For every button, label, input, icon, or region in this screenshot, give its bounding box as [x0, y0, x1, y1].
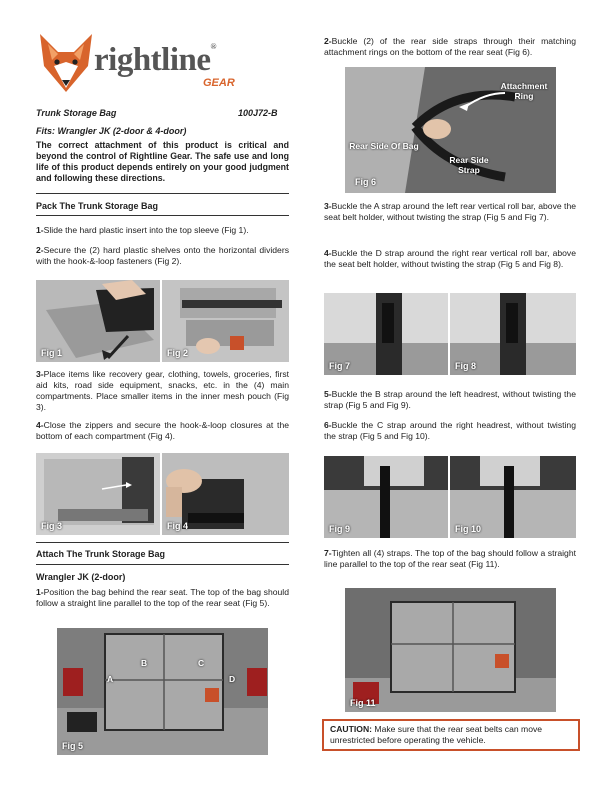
- fig-7-caption: Fig 7: [329, 361, 351, 371]
- attach-step-7: 7-Tighten all (4) straps. The top of the bag should follow a straight line parallel to the top of the rear seat (Fig 11).: [324, 548, 576, 569]
- rule-2: [36, 215, 289, 216]
- fig-11-photo: [345, 588, 556, 712]
- warning-text: The correct attachment of this product is critical and beyond the control of Rightline Gear. The safe use and long life of this product depends entirely on your good judgment and following these directions.: [36, 140, 289, 183]
- rule-1: [36, 193, 289, 194]
- fig-5-photo: [57, 628, 268, 755]
- pack-step-4: 4-Close the zippers and secure the hook-&-loop closures at the bottom of each compartment (Fig 4).: [36, 420, 289, 441]
- fig-2-caption: Fig 2: [167, 348, 189, 358]
- attach-step-4: 4-Buckle the D strap around the right rear vertical roll bar, above the seat belt holder, without twisting the strap (Fig 5 and Fig 8).: [324, 248, 576, 269]
- rule-3: [36, 542, 289, 543]
- fig-3-photo: [36, 453, 160, 535]
- fig-6-photo: [345, 67, 556, 193]
- caution-label: CAUTION:: [330, 724, 373, 734]
- attach-step-3: 3-Buckle the A strap around the left rear vertical roll bar, above the seat belt holder, without twisting the strap (Fig 5 and Fig 7).: [324, 201, 576, 222]
- caution-box: [322, 719, 580, 751]
- fig-10-photo: [450, 456, 576, 538]
- fig-2-photo: [162, 280, 289, 362]
- brand-sub: GEAR: [203, 77, 235, 89]
- brand-logo: [36, 30, 246, 96]
- fig-5-label-a: A: [107, 674, 114, 684]
- brand-name: rightline®: [94, 42, 216, 78]
- fig-5-label-d: D: [229, 674, 236, 684]
- attach-heading: Attach The Trunk Storage Bag: [36, 549, 166, 559]
- attach-step-1: 1-Position the bag behind the rear seat. The top of the bag should follow a straight line parallel to the top of the rear seat (Fig 5).: [36, 587, 289, 608]
- fig-6-label-rear: Rear Side Of Bag: [349, 141, 419, 151]
- fig-4-photo: [162, 453, 289, 535]
- fits-line: Fits: Wrangler JK (2-door & 4-door): [36, 126, 187, 136]
- fig-3-caption: Fig 3: [41, 521, 63, 531]
- pack-step-2: 2-Secure the (2) hard plastic shelves onto the horizontal dividers with the hook-&-loop fasteners (Fig 2).: [36, 245, 289, 266]
- fig-5-label-c: C: [198, 658, 205, 668]
- fox-icon: [36, 32, 96, 94]
- fig-5-caption: Fig 5: [62, 741, 84, 751]
- fig-11-caption: Fig 11: [350, 698, 376, 708]
- attach-step-6: 6-Buckle the C strap around the right headrest, without twisting the strap (Fig 5 and Fig 10).: [324, 420, 576, 441]
- fig-6-caption: Fig 6: [355, 177, 377, 187]
- fig-6-label-strap: Rear Side Strap: [449, 155, 489, 175]
- part-number: 100J72-B: [238, 108, 278, 118]
- pack-heading: Pack The Trunk Storage Bag: [36, 201, 159, 211]
- fig-6-label-ring: Attachment Ring: [500, 81, 548, 101]
- fig-5-label-b: B: [141, 658, 148, 668]
- rule-4: [36, 564, 289, 565]
- fig-8-caption: Fig 8: [455, 361, 477, 371]
- pack-step-3: 3-Place items like recovery gear, clothing, towels, groceries, first aid kits, road side equipment, snacks, etc. in the (4) main compartments. Place smaller items in the inner mesh pouch (Fig 3).: [36, 369, 289, 412]
- pack-step-1: 1-Slide the hard plastic insert into the top sleeve (Fig 1).: [36, 225, 249, 235]
- attach-step-5: 5-Buckle the B strap around the left headrest, without twisting the strap (Fig 5 and Fig 9).: [324, 389, 576, 410]
- fig-9-caption: Fig 9: [329, 524, 351, 534]
- attach-step-2: 2-Buckle (2) of the rear side straps through their matching attachment rings on the bottom of the rear seat (Fig 6).: [324, 36, 576, 57]
- fig-7-photo: [324, 293, 448, 375]
- fig-1-photo: [36, 280, 160, 362]
- doc-title: Trunk Storage Bag: [36, 108, 117, 118]
- fig-10-caption: Fig 10: [455, 524, 482, 534]
- fig-8-photo: [450, 293, 576, 375]
- fig-1-caption: Fig 1: [41, 348, 63, 358]
- fig-4-caption: Fig 4: [167, 521, 189, 531]
- fig-9-photo: [324, 456, 448, 538]
- caution-text: Make sure that the rear seat belts can move unrestricted before operating the vehicle.: [330, 724, 543, 745]
- attach-subheading: Wrangler JK (2-door): [36, 572, 126, 582]
